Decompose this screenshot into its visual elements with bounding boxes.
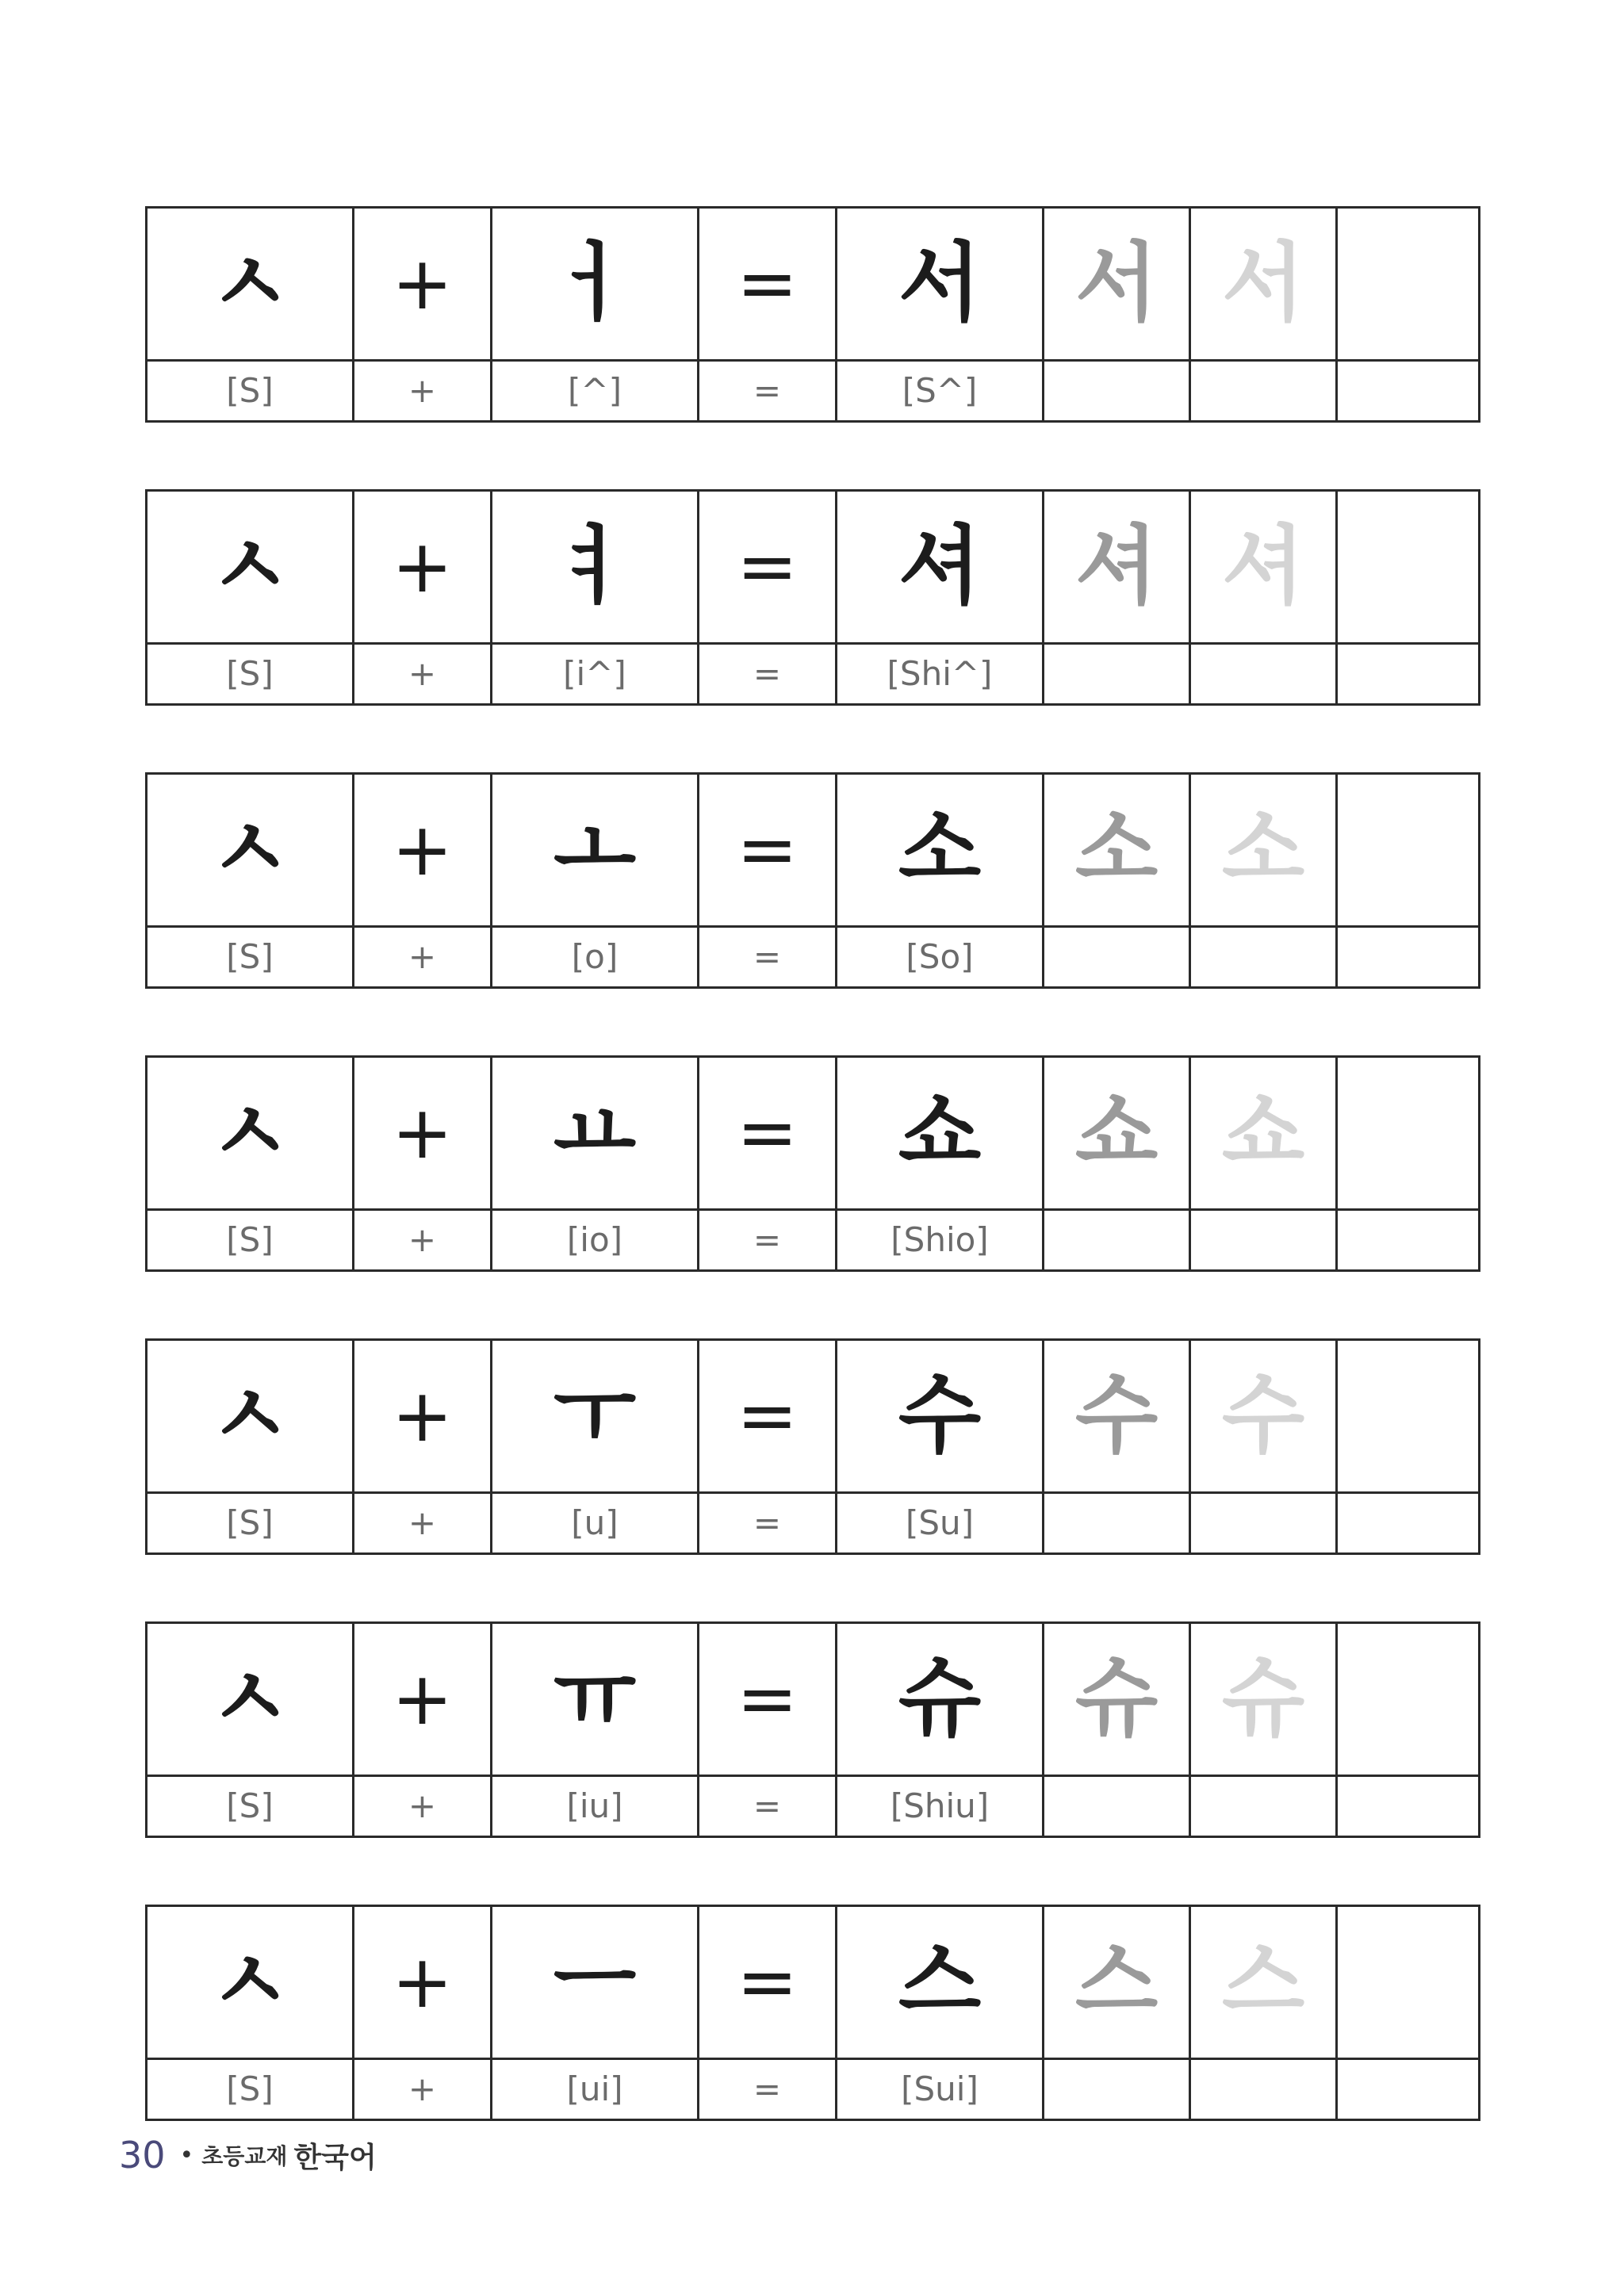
roman-syllable-cell <box>837 1210 1044 1271</box>
roman-vowel: [^] <box>568 371 622 410</box>
roman-blank-cell[interactable] <box>1190 1776 1337 1837</box>
roman-syllable: [S^] <box>902 371 978 410</box>
roman-syllable-cell <box>837 927 1044 988</box>
roman-syllable: [Shiu] <box>890 1786 990 1825</box>
consonant-glyph: ㅅ <box>208 1366 292 1465</box>
roman-syllable-cell <box>837 361 1044 422</box>
roman-blank-cell[interactable] <box>1337 644 1480 705</box>
roman-plus-cell <box>354 1210 492 1271</box>
equals-cell <box>699 774 837 927</box>
equals-cell <box>699 1340 837 1493</box>
roman-equals-cell <box>699 644 837 705</box>
trace-cell-dark[interactable] <box>1044 491 1190 644</box>
plus-sign: + <box>391 807 454 892</box>
roman-consonant: [S] <box>226 1503 274 1542</box>
vowel-cell <box>492 208 699 361</box>
drill-table-syu <box>145 1621 1480 1838</box>
practice-cell-blank[interactable] <box>1337 491 1480 644</box>
equals-sign: = <box>736 241 799 326</box>
plus-cell <box>354 208 492 361</box>
page-number: 30 <box>119 2134 166 2177</box>
vowel-glyph: ㅛ <box>553 1083 637 1182</box>
roman-equals-cell <box>699 361 837 422</box>
book-subtitle: 초등교재 <box>201 2143 288 2169</box>
vowel-glyph: ㅗ <box>553 800 637 899</box>
drill-table-seo <box>145 206 1480 423</box>
roman-vowel-cell <box>492 1776 699 1837</box>
practice-cell-blank[interactable] <box>1337 1623 1480 1776</box>
trace-cell-light[interactable] <box>1190 1340 1337 1493</box>
trace-glyph-dark: 수 <box>1074 1366 1159 1465</box>
roman-equals-cell <box>699 1776 837 1837</box>
practice-cell-blank[interactable] <box>1337 208 1480 361</box>
roman-blank-cell[interactable] <box>1044 927 1190 988</box>
roman-vowel-cell <box>492 1210 699 1271</box>
roman-syllable: [Shi^] <box>887 654 993 693</box>
worksheet <box>145 206 1478 2188</box>
roman-vowel: [iu] <box>566 1786 623 1825</box>
plus-cell <box>354 1623 492 1776</box>
roman-equals-cell <box>699 1493 837 1554</box>
vowel-cell <box>492 1340 699 1493</box>
plus-sign: + <box>391 241 454 326</box>
roman-vowel-cell <box>492 1493 699 1554</box>
roman-vowel-cell <box>492 2059 699 2120</box>
roman-plus: + <box>408 654 437 693</box>
trace-glyph-dark: 서 <box>1074 234 1159 333</box>
trace-glyph-light: 수 <box>1221 1366 1305 1465</box>
syllable-cell <box>837 1906 1044 2059</box>
roman-syllable-cell <box>837 1776 1044 1837</box>
roman-vowel-cell <box>492 927 699 988</box>
syllable-glyph: 서 <box>898 234 982 333</box>
equals-cell <box>699 1906 837 2059</box>
trace-glyph-light: 서 <box>1221 234 1305 333</box>
plus-sign: + <box>391 1090 454 1175</box>
trace-cell-dark[interactable] <box>1044 774 1190 927</box>
trace-glyph-light: 셔 <box>1221 517 1305 616</box>
trace-glyph-dark: 셔 <box>1074 517 1159 616</box>
roman-syllable-cell <box>837 1493 1044 1554</box>
equals-sign: = <box>736 524 799 609</box>
consonant-glyph: ㅅ <box>208 800 292 899</box>
equals-sign: = <box>736 1939 799 2024</box>
practice-cell-blank[interactable] <box>1337 774 1480 927</box>
roman-consonant-cell <box>147 1493 354 1554</box>
roman-equals-cell <box>699 1210 837 1271</box>
roman-blank-cell[interactable] <box>1337 361 1480 422</box>
equals-sign: = <box>736 1373 799 1458</box>
roman-equals-cell <box>699 2059 837 2120</box>
equals-cell <box>699 491 837 644</box>
vowel-cell <box>492 491 699 644</box>
roman-blank-cell[interactable] <box>1044 1210 1190 1271</box>
vowel-glyph: ㅓ <box>553 234 637 333</box>
drill-table-syo <box>145 1055 1480 1272</box>
trace-glyph-dark: 쇼 <box>1074 1083 1159 1182</box>
roman-blank-cell[interactable] <box>1190 927 1337 988</box>
roman-plus: + <box>408 1503 437 1542</box>
trace-glyph-dark: 슈 <box>1074 1649 1159 1748</box>
roman-blank-cell[interactable] <box>1190 1210 1337 1271</box>
roman-blank-cell[interactable] <box>1044 361 1190 422</box>
trace-cell-light[interactable] <box>1190 1057 1337 1210</box>
consonant-glyph: ㅅ <box>208 234 292 333</box>
practice-cell-blank[interactable] <box>1337 1340 1480 1493</box>
syllable-cell <box>837 208 1044 361</box>
roman-blank-cell[interactable] <box>1190 2059 1337 2120</box>
trace-cell-dark[interactable] <box>1044 1623 1190 1776</box>
consonant-cell <box>147 1623 354 1776</box>
roman-syllable: [Sui] <box>901 2069 979 2108</box>
equals-cell <box>699 1623 837 1776</box>
roman-equals: = <box>753 2069 782 2108</box>
book-title: 한국어 <box>293 2141 377 2174</box>
roman-plus-cell <box>354 361 492 422</box>
roman-consonant-cell <box>147 2059 354 2120</box>
consonant-cell <box>147 1057 354 1210</box>
syllable-glyph: 셔 <box>898 517 982 616</box>
consonant-glyph: ㅅ <box>208 1649 292 1748</box>
roman-consonant-cell <box>147 644 354 705</box>
plus-cell <box>354 1906 492 2059</box>
consonant-cell <box>147 1340 354 1493</box>
plus-cell <box>354 774 492 927</box>
roman-plus-cell <box>354 1493 492 1554</box>
plus-sign: + <box>391 1939 454 2024</box>
roman-vowel: [i^] <box>563 654 626 693</box>
roman-equals: = <box>753 1220 782 1259</box>
equals-cell <box>699 1057 837 1210</box>
vowel-cell <box>492 1623 699 1776</box>
trace-cell-light[interactable] <box>1190 491 1337 644</box>
roman-consonant: [S] <box>226 654 274 693</box>
roman-consonant: [S] <box>226 1220 274 1259</box>
trace-glyph-dark: 소 <box>1074 800 1159 899</box>
consonant-glyph: ㅅ <box>208 1083 292 1182</box>
roman-blank-cell[interactable] <box>1044 644 1190 705</box>
roman-syllable-cell <box>837 2059 1044 2120</box>
roman-plus-cell <box>354 644 492 705</box>
equals-sign: = <box>736 1656 799 1741</box>
roman-equals: = <box>753 937 782 976</box>
consonant-cell <box>147 491 354 644</box>
roman-plus: + <box>408 937 437 976</box>
trace-cell-dark[interactable] <box>1044 1057 1190 1210</box>
roman-syllable-cell <box>837 644 1044 705</box>
syllable-glyph: 소 <box>898 800 982 899</box>
roman-blank-cell[interactable] <box>1044 2059 1190 2120</box>
roman-consonant-cell <box>147 1776 354 1837</box>
plus-sign: + <box>391 1373 454 1458</box>
roman-equals: = <box>753 654 782 693</box>
trace-glyph-light: 슈 <box>1221 1649 1305 1748</box>
syllable-glyph: 쇼 <box>898 1083 982 1182</box>
roman-plus: + <box>408 1220 437 1259</box>
roman-vowel: [io] <box>566 1220 623 1259</box>
roman-plus: + <box>408 2069 437 2108</box>
roman-equals-cell <box>699 927 837 988</box>
roman-blank-cell[interactable] <box>1337 1493 1480 1554</box>
vowel-cell <box>492 1057 699 1210</box>
footer-separator: • <box>179 2141 194 2169</box>
trace-glyph-light: 쇼 <box>1221 1083 1305 1182</box>
syllable-cell <box>837 491 1044 644</box>
roman-syllable: [So] <box>906 937 974 976</box>
roman-blank-cell[interactable] <box>1190 644 1337 705</box>
trace-cell-light[interactable] <box>1190 774 1337 927</box>
syllable-cell <box>837 1623 1044 1776</box>
roman-plus-cell <box>354 2059 492 2120</box>
equals-sign: = <box>736 1090 799 1175</box>
vowel-glyph: ㅡ <box>553 1932 637 2031</box>
practice-cell-blank[interactable] <box>1337 1057 1480 1210</box>
plus-sign: + <box>391 524 454 609</box>
drill-table-syeo <box>145 489 1480 706</box>
roman-blank-cell[interactable] <box>1044 1493 1190 1554</box>
vowel-glyph: ㅕ <box>553 517 637 616</box>
syllable-cell <box>837 1340 1044 1493</box>
roman-plus-cell <box>354 927 492 988</box>
plus-sign: + <box>391 1656 454 1741</box>
roman-consonant-cell <box>147 927 354 988</box>
syllable-glyph: 수 <box>898 1366 982 1465</box>
plus-cell <box>354 491 492 644</box>
syllable-glyph: 슈 <box>898 1649 982 1748</box>
syllable-glyph: 스 <box>898 1932 982 2031</box>
roman-vowel-cell <box>492 644 699 705</box>
drill-table-so <box>145 772 1480 989</box>
roman-blank-cell[interactable] <box>1044 1776 1190 1837</box>
roman-consonant-cell <box>147 1210 354 1271</box>
equals-cell <box>699 208 837 361</box>
trace-glyph-light: 소 <box>1221 800 1305 899</box>
consonant-glyph: ㅅ <box>208 517 292 616</box>
roman-blank-cell[interactable] <box>1337 2059 1480 2120</box>
roman-vowel: [ui] <box>566 2069 623 2108</box>
vowel-glyph: ㅜ <box>553 1366 637 1465</box>
vowel-glyph: ㅠ <box>553 1649 637 1748</box>
trace-cell-light[interactable] <box>1190 1623 1337 1776</box>
syllable-cell <box>837 774 1044 927</box>
roman-vowel: [u] <box>571 1503 619 1542</box>
consonant-glyph: ㅅ <box>208 1932 292 2031</box>
syllable-cell <box>837 1057 1044 1210</box>
equals-sign: = <box>736 807 799 892</box>
trace-cell-light[interactable] <box>1190 208 1337 361</box>
roman-equals: = <box>753 1786 782 1825</box>
roman-blank-cell[interactable] <box>1190 361 1337 422</box>
roman-consonant: [S] <box>226 2069 274 2108</box>
roman-vowel-cell <box>492 361 699 422</box>
roman-plus: + <box>408 371 437 410</box>
drill-table-seu <box>145 1905 1480 2121</box>
roman-blank-cell[interactable] <box>1337 1210 1480 1271</box>
roman-plus-cell <box>354 1776 492 1837</box>
roman-consonant: [S] <box>226 937 274 976</box>
practice-cell-blank[interactable] <box>1337 1906 1480 2059</box>
plus-cell <box>354 1340 492 1493</box>
consonant-cell <box>147 1906 354 2059</box>
trace-cell-light[interactable] <box>1190 1906 1337 2059</box>
consonant-cell <box>147 208 354 361</box>
vowel-cell <box>492 1906 699 2059</box>
roman-consonant: [S] <box>226 1786 274 1825</box>
vowel-cell <box>492 774 699 927</box>
trace-cell-dark[interactable] <box>1044 1340 1190 1493</box>
roman-vowel: [o] <box>571 937 619 976</box>
roman-blank-cell[interactable] <box>1337 927 1480 988</box>
page-footer <box>119 2133 377 2177</box>
trace-glyph-dark: 스 <box>1074 1932 1159 2031</box>
roman-equals: = <box>753 1503 782 1542</box>
roman-syllable: [Shio] <box>891 1220 989 1259</box>
trace-cell-dark[interactable] <box>1044 1906 1190 2059</box>
roman-consonant-cell <box>147 361 354 422</box>
consonant-cell <box>147 774 354 927</box>
roman-consonant: [S] <box>226 371 274 410</box>
roman-plus: + <box>408 1786 437 1825</box>
drill-table-su <box>145 1338 1480 1555</box>
trace-glyph-light: 스 <box>1221 1932 1305 2031</box>
plus-cell <box>354 1057 492 1210</box>
roman-blank-cell[interactable] <box>1190 1493 1337 1554</box>
roman-blank-cell[interactable] <box>1337 1776 1480 1837</box>
trace-cell-dark[interactable] <box>1044 208 1190 361</box>
roman-equals: = <box>753 371 782 410</box>
roman-syllable: [Su] <box>905 1503 975 1542</box>
